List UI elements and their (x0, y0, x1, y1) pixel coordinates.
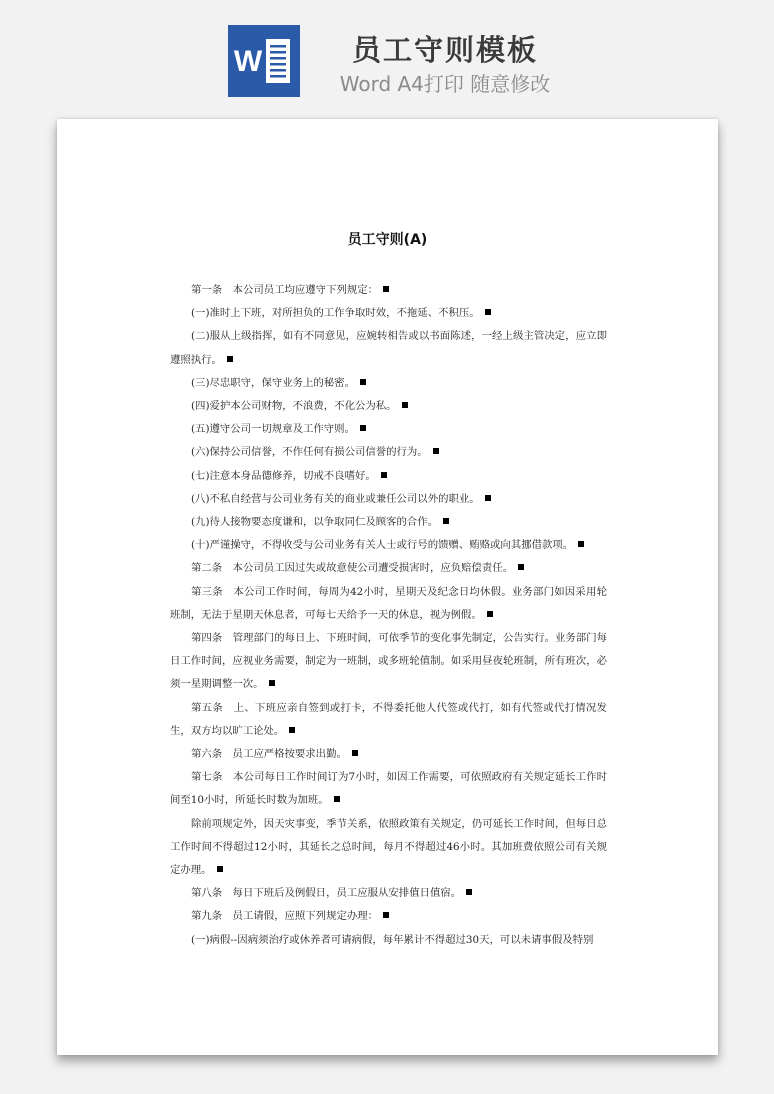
paragraph-text: 第六条 员工应严格按要求出勤。 (191, 748, 347, 761)
paragraph-mark-icon (381, 472, 387, 478)
paragraph-mark-icon (289, 727, 295, 733)
paragraph-text: (一)病假--因病须治疗或休养者可请病假，每年累计不得超过30天，可以未请事假及特别 (191, 933, 594, 946)
paragraph-mark-icon (433, 448, 439, 454)
banner-subtitle: Word A4打印 随意修改 (339, 72, 551, 96)
paragraph (170, 905, 607, 928)
paragraph-text: 第一条 本公司员工均应遵守下列规定： (191, 284, 379, 296)
paragraph (170, 465, 607, 488)
paragraph (170, 697, 607, 743)
paragraph-mark-icon (443, 518, 449, 524)
template-banner (0, 0, 774, 118)
paragraph-mark-icon (485, 495, 491, 501)
paragraph-text: 第四条 管理部门的每日上、下班时间，可依季节的变化事先制定，公告实行。业务部门每日工作时间，应视业务需要，制定为一班制，或多班轮值制。如采用昼夜轮班制，所有班次，必须一星期调整一次。 (170, 632, 607, 691)
paragraph-text: 第七条 本公司每日工作时间订为7小时，如因工作需要，可依照政府有关规定延长工作时间至10小时，所延长时数为加班。 (170, 771, 607, 807)
paragraph-text: 第三条 本公司工作时间，每周为42小时，星期天及纪念日均休假。业务部门如因采用轮班制，无法于星期天休息者，可每七天给予一天的休息，视为例假。 (170, 585, 607, 621)
paragraph-mark-icon (383, 286, 389, 292)
paragraph (170, 279, 607, 302)
paragraph-text: (八)不私自经营与公司业务有关的商业或兼任公司以外的职业。 (191, 492, 480, 505)
paragraph (170, 302, 607, 325)
paragraph-text: (九)待人接物要态度谦和，以争取同仁及顾客的合作。 (191, 516, 439, 529)
paragraph-text: (四)爱护本公司财物，不浪费，不化公为私。 (191, 400, 397, 413)
paragraph (170, 488, 607, 511)
svg-text:W: W (233, 45, 263, 78)
paragraph-text: (六)保持公司信誉，不作任何有损公司信誉的行为。 (191, 446, 428, 459)
paragraph-mark-icon (360, 425, 366, 431)
paragraph-text: (七)注意本身品德修养，切戒不良嗜好。 (191, 469, 376, 482)
paragraph-mark-icon (383, 912, 389, 918)
document-title: 员工守则(A) (347, 232, 428, 248)
banner-title: 员工守则模板 (351, 33, 538, 67)
paragraph (170, 511, 607, 534)
paragraph (170, 581, 607, 627)
paragraph (170, 418, 607, 441)
document-body (170, 279, 607, 952)
paragraph (170, 743, 607, 766)
paragraph-text: 第五条 上、下班应亲自签到或打卡，不得委托他人代签或代打，如有代签或代打情况发生，双方均以旷工论处。 (170, 701, 607, 737)
word-icon (228, 25, 300, 97)
paragraph (170, 766, 607, 812)
paragraph-text: 第二条 本公司员工因过失或故意使公司遭受损害时，应负赔偿责任。 (191, 562, 514, 575)
paragraph (170, 929, 607, 952)
paragraph (170, 372, 607, 395)
paragraph-mark-icon (518, 564, 524, 570)
paragraph (170, 882, 607, 905)
paragraph-mark-icon (360, 379, 366, 385)
paragraph-text: 第八条 每日下班后及例假日，员工应服从安排值日值宿。 (191, 887, 462, 900)
watermark (108, 499, 136, 533)
paragraph-text: (二)服从上级指挥，如有不同意见，应婉转相告或以书面陈述，一经上级主管决定，应立即遵照执行。 (170, 330, 607, 366)
paragraph-mark-icon (485, 309, 491, 315)
paragraph-mark-icon (334, 796, 340, 802)
paragraph (170, 441, 607, 464)
paragraph-mark-icon (402, 402, 408, 408)
paragraph (170, 325, 607, 371)
document-page (57, 119, 718, 1055)
paragraph (170, 813, 607, 883)
paragraph-mark-icon (269, 680, 275, 686)
paragraph-mark-icon (466, 889, 472, 895)
paragraph (170, 534, 607, 557)
paragraph-text: 第九条 员工请假，应照下列规定办理： (191, 910, 379, 923)
paragraph (170, 557, 607, 580)
paragraph-text: (三)尽忠职守，保守业务上的秘密。 (191, 376, 355, 389)
paragraph-text: (十)严谨操守，不得收受与公司业务有关人士或行号的馈赠、贿赂或向其挪借款项。 (191, 539, 574, 552)
paragraph-mark-icon (352, 750, 358, 756)
paragraph-mark-icon (487, 611, 493, 617)
paragraph (170, 627, 607, 697)
paragraph-mark-icon (227, 356, 233, 362)
paragraph-text: (五)遵守公司一切规章及工作守则。 (191, 423, 355, 436)
paragraph-mark-icon (217, 866, 223, 872)
paragraph-mark-icon (578, 541, 584, 547)
paragraph-text: 除前项规定外，因天灾事变，季节关系，依照政策有关规定，仍可延长工作时间，但每日总工作时间不得超过12小时，其延长之总时间，每月不得超过46小时。其加班费依照公司有关规定办理。 (170, 817, 607, 877)
paragraph (170, 395, 607, 418)
paragraph-text: (一)准时上下班，对所担负的工作争取时效，不拖延、不积压。 (191, 307, 480, 320)
